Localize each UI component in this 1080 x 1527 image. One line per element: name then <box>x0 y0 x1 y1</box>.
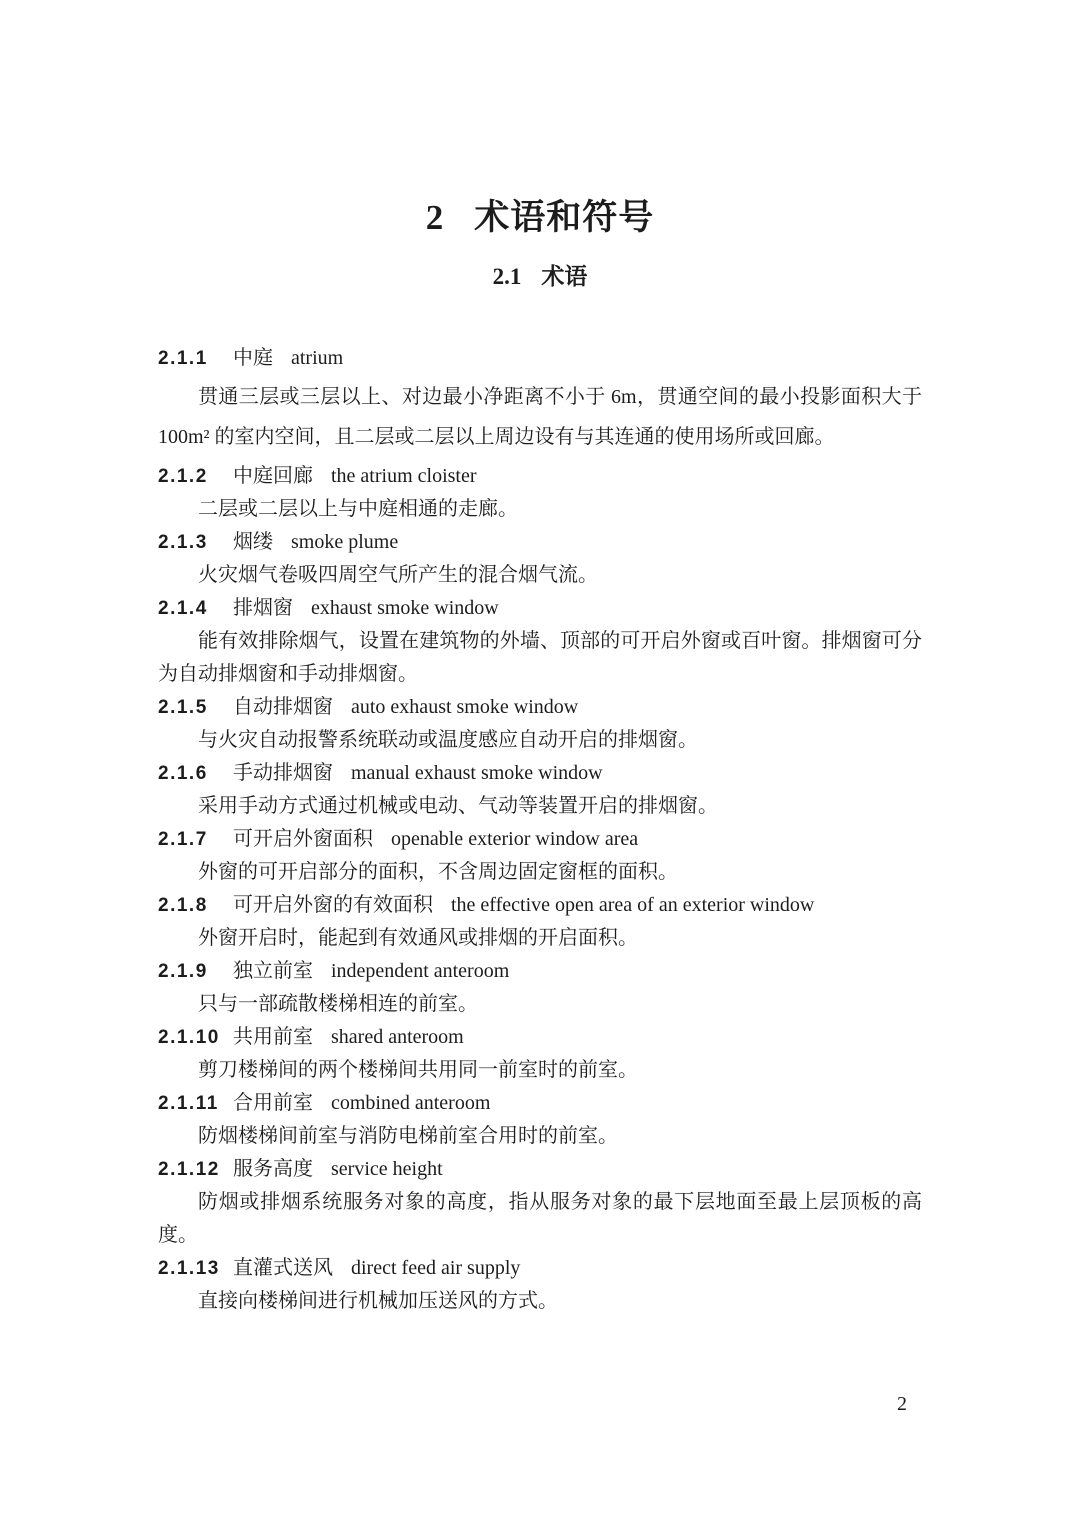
term-chinese: 自动排烟窗 <box>233 696 333 718</box>
term-chinese: 排烟窗 <box>233 597 293 619</box>
term-entry <box>158 1252 922 1318</box>
term-number: 2.1.13 <box>158 1258 220 1279</box>
term-number: 2.1.12 <box>158 1159 220 1180</box>
term-heading-line <box>158 823 922 856</box>
term-heading-line <box>158 1087 922 1120</box>
section-name: 术语 <box>541 264 588 289</box>
term-definition: 直接向楼梯间进行机械加压送风的方式。 <box>198 1290 558 1312</box>
term-number: 2.1.8 <box>158 895 208 916</box>
term-chinese: 中庭回廊 <box>233 465 313 487</box>
term-definition: 防烟或排烟系统服务对象的高度，指从服务对象的最下层地面至最上层顶板的高度。 <box>158 1191 922 1246</box>
term-english: combined anteroom <box>331 1092 491 1114</box>
term-number: 2.1.4 <box>158 598 208 619</box>
term-definition: 与火灾自动报警系统联动或温度感应自动开启的排烟窗。 <box>198 729 698 751</box>
term-definition: 只与一部疏散楼梯相连的前室。 <box>198 993 478 1015</box>
term-entry <box>158 691 922 757</box>
term-heading-line <box>158 955 922 988</box>
term-entry <box>158 955 922 1021</box>
term-definition: 防烟楼梯间前室与消防电梯前室合用时的前室。 <box>198 1125 618 1147</box>
term-chinese: 中庭 <box>233 347 273 369</box>
term-english: smoke plume <box>291 531 399 553</box>
term-definition: 剪刀楼梯间的两个楼梯间共用同一前室时的前室。 <box>198 1059 638 1081</box>
term-chinese: 可开启外窗面积 <box>233 828 373 850</box>
term-definition: 采用手动方式通过机械或电动、气动等装置开启的排烟窗。 <box>198 795 718 817</box>
term-entry <box>158 889 922 955</box>
term-number: 2.1.1 <box>158 348 208 369</box>
term-english: service height <box>331 1158 443 1180</box>
page-number: 2 <box>897 1393 907 1415</box>
term-entry <box>158 757 922 823</box>
term-english: manual exhaust smoke window <box>351 762 603 784</box>
term-heading-line <box>158 1153 922 1186</box>
term-chinese: 可开启外窗的有效面积 <box>233 894 433 916</box>
term-heading-line <box>158 757 922 790</box>
term-definition: 火灾烟气卷吸四周空气所产生的混合烟气流。 <box>198 564 598 586</box>
term-english: atrium <box>291 347 344 369</box>
term-english: direct feed air supply <box>351 1257 521 1279</box>
term-chinese: 独立前室 <box>233 960 313 982</box>
term-chinese: 共用前室 <box>233 1026 313 1048</box>
term-number: 2.1.2 <box>158 466 208 487</box>
term-number: 2.1.11 <box>158 1093 219 1114</box>
term-chinese: 手动排烟窗 <box>233 762 333 784</box>
term-english: the atrium cloister <box>331 465 477 487</box>
chapter-name: 术语和符号 <box>474 198 655 237</box>
term-chinese: 烟缕 <box>233 531 273 553</box>
term-heading-line <box>158 889 922 922</box>
chapter-title <box>158 198 922 238</box>
term-entry <box>158 526 922 592</box>
section-number: 2.1 <box>492 264 522 289</box>
term-number: 2.1.7 <box>158 829 208 850</box>
term-entry <box>158 342 922 457</box>
term-number: 2.1.9 <box>158 961 208 982</box>
term-chinese: 合用前室 <box>233 1092 313 1114</box>
term-entry <box>158 1021 922 1087</box>
term-heading-line <box>158 592 922 625</box>
term-definition: 外窗开启时，能起到有效通风或排烟的开启面积。 <box>198 927 638 949</box>
term-english: shared anteroom <box>331 1026 464 1048</box>
term-english: auto exhaust smoke window <box>351 696 579 718</box>
term-heading-line <box>158 526 922 559</box>
term-definition: 贯通三层或三层以上、对边最小净距离不小于 6m，贯通空间的最小投影面积大于 100m² 的室内空间，且二层或二层以上周边设有与其连通的使用场所或回廊。 <box>158 386 922 448</box>
term-number: 2.1.6 <box>158 763 208 784</box>
term-entry <box>158 1153 922 1252</box>
term-heading-line <box>158 342 922 375</box>
term-english: the effective open area of an exterior window <box>451 894 815 916</box>
term-definition: 外窗的可开启部分的面积，不含周边固定窗框的面积。 <box>198 861 678 883</box>
term-entry <box>158 592 922 691</box>
term-definition: 能有效排除烟气，设置在建筑物的外墙、顶部的可开启外窗或百叶窗。排烟窗可分为自动排烟窗和手动排烟窗。 <box>158 630 922 685</box>
term-heading-line <box>158 1252 922 1285</box>
term-number: 2.1.3 <box>158 532 208 553</box>
section-title <box>158 264 922 290</box>
term-chinese: 服务高度 <box>233 1158 313 1180</box>
term-heading-line <box>158 460 922 493</box>
term-entry <box>158 1087 922 1153</box>
term-chinese: 直灌式送风 <box>233 1257 333 1279</box>
term-definition: 二层或二层以上与中庭相通的走廊。 <box>198 498 518 520</box>
term-entry <box>158 460 922 526</box>
term-heading-line <box>158 1021 922 1054</box>
term-heading-line <box>158 691 922 724</box>
term-number: 2.1.5 <box>158 697 208 718</box>
term-number: 2.1.10 <box>158 1027 220 1048</box>
term-entry <box>158 823 922 889</box>
term-english: independent anteroom <box>331 960 510 982</box>
chapter-number: 2 <box>425 198 445 237</box>
term-english: openable exterior window area <box>391 828 639 850</box>
terms-list <box>158 342 922 1318</box>
term-english: exhaust smoke window <box>311 597 499 619</box>
